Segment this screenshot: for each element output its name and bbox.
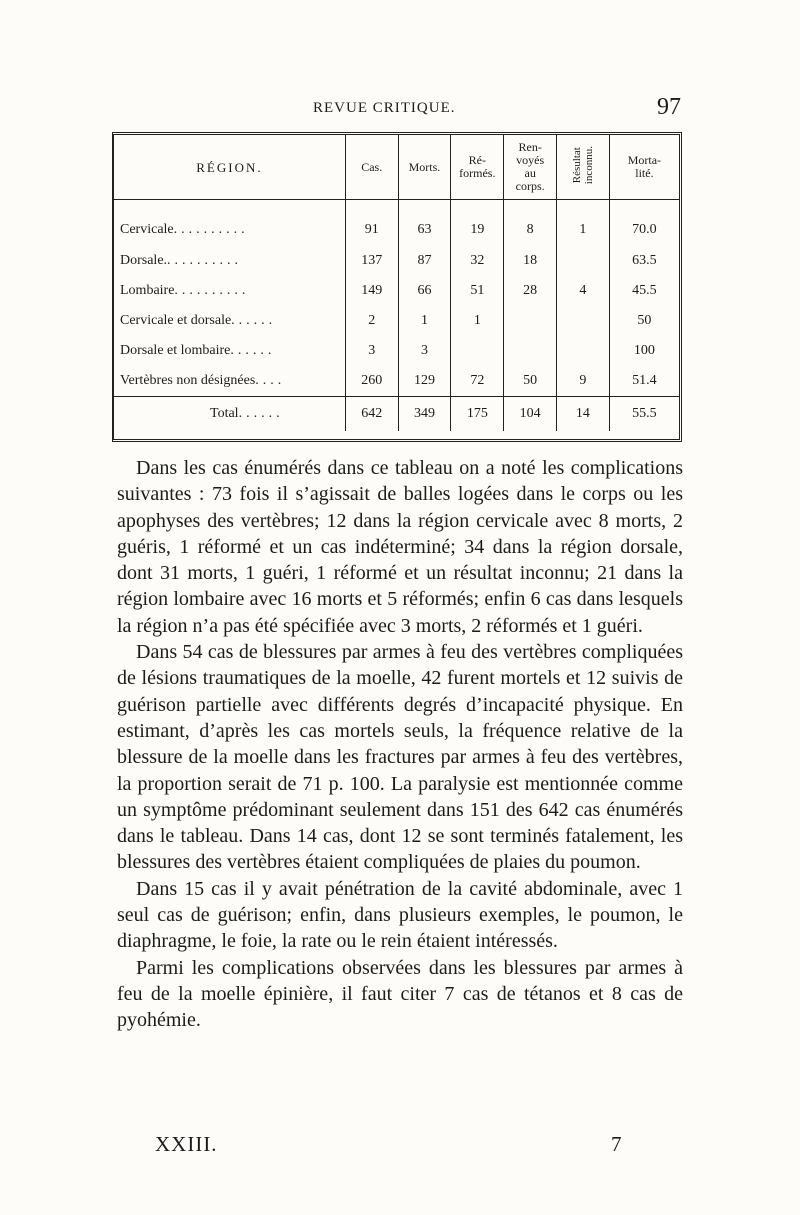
region-label: Lombaire <box>120 283 175 298</box>
row-region <box>114 366 345 397</box>
column-header-resultat-inconnu-text: Résultat inconnu. <box>570 146 595 185</box>
page-footer <box>117 1132 683 1162</box>
row-region <box>114 336 345 366</box>
row-region <box>114 276 345 306</box>
leader-dots: ...... <box>238 406 284 421</box>
total-renvoyes: 104 <box>504 397 557 432</box>
leader-dots: ...... <box>230 343 276 358</box>
cell-mortalite: 50 <box>609 306 679 336</box>
region-label: Cervicale <box>120 222 174 237</box>
row-region <box>114 397 345 432</box>
cell-cas: 3 <box>345 336 398 366</box>
body-text <box>117 455 683 1034</box>
cell-reformes <box>451 336 504 366</box>
region-label: Vertèbres non désignées <box>120 373 256 388</box>
column-header-region: RÉGION. <box>114 135 345 200</box>
column-header-resultat-inconnu <box>557 135 610 200</box>
total-morts: 349 <box>398 397 451 432</box>
running-title: REVUE CRITIQUE. <box>313 100 456 116</box>
leader-dots: .......... <box>174 283 250 298</box>
cell-morts: 66 <box>398 276 451 306</box>
column-header-cas: Cas. <box>345 135 398 200</box>
statistics-table <box>114 135 679 431</box>
cell-inconnu: 9 <box>557 366 610 397</box>
region-label: Dorsale. <box>120 253 168 268</box>
leader-dots: .......... <box>167 253 243 268</box>
statistics-table-frame <box>112 132 682 442</box>
row-region <box>114 200 345 247</box>
running-head <box>115 94 685 128</box>
signature-mark: XXIII. <box>155 1132 218 1156</box>
cell-reformes: 72 <box>451 366 504 397</box>
cell-renvoyes: 18 <box>504 246 557 276</box>
column-header-reformes: Ré- formés. <box>451 135 504 200</box>
paragraph: Dans 54 cas de blessures par armes à feu des vertèbres compliquées de lésions traumatiques de la moelle, 42 furent mortels et 12 suivis de guérison partielle avec différents degrés d’incapacité physique. En estimant, d’après les cas mortels seuls, la fréquence relative de la blessure de la moelle dans les fractures par armes à feu des vertèbres, la proportion serait de 71 p. 100. La paralysie est mentionnée comme un symptôme prédominant seulement dans 151 des 642 cas énumérés dans le tableau. Dans 14 cas, dont 12 se sont terminés fatalement, les blessures des vertèbres étaient compliquées de plaies du poumon. <box>117 641 683 874</box>
cell-cas: 137 <box>345 246 398 276</box>
region-label: Cervicale et dorsale <box>120 313 232 328</box>
cell-reformes: 1 <box>451 306 504 336</box>
cell-inconnu: 1 <box>557 200 610 247</box>
paragraph: Parmi les complications observées dans les blessures par armes à feu de la moelle épinière, il faut citer 7 cas de tétanos et 8 cas de pyohémie. <box>117 956 683 1032</box>
cell-cas: 91 <box>345 200 398 247</box>
sheet-number: 7 <box>611 1132 622 1156</box>
cell-reformes: 32 <box>451 246 504 276</box>
total-inconnu: 14 <box>557 397 610 432</box>
cell-inconnu: 4 <box>557 276 610 306</box>
row-region <box>114 306 345 336</box>
paragraph: Dans les cas énumérés dans ce tableau on a noté les complications suivantes : 73 fois il s’agissait de balles logées dans le corps ou les apophyses des vertèbres; 12 dans la région cervicale avec 8 morts, 2 guéris, 1 réformé et un cas indéterminé; 34 dans la région dorsale, dont 31 morts, 1 guéri, 1 réformé et un résultat inconnu; 21 dans la région lombaire avec 16 morts et 5 réformés; enfin 6 cas dans lesquels la région n’a pas été spécifiée avec 3 morts, 2 réformés et 1 guéri. <box>117 457 683 637</box>
row-region <box>114 246 345 276</box>
total-reformes: 175 <box>451 397 504 432</box>
cell-renvoyes <box>504 336 557 366</box>
leader-dots: .... <box>255 373 286 388</box>
table-row <box>114 306 679 336</box>
leader-dots: ...... <box>231 313 277 328</box>
cell-mortalite: 45.5 <box>609 276 679 306</box>
cell-cas: 2 <box>345 306 398 336</box>
cell-mortalite: 51.4 <box>609 366 679 397</box>
cell-inconnu <box>557 306 610 336</box>
table-total-row <box>114 397 679 432</box>
cell-renvoyes: 8 <box>504 200 557 247</box>
table-row <box>114 336 679 366</box>
cell-renvoyes: 28 <box>504 276 557 306</box>
region-label: Dorsale et lombaire <box>120 343 231 358</box>
column-header-renvoyes: Ren- voyés au corps. <box>504 135 557 200</box>
cell-morts: 63 <box>398 200 451 247</box>
cell-inconnu <box>557 246 610 276</box>
cell-renvoyes <box>504 306 557 336</box>
page-number: 97 <box>657 94 681 120</box>
cell-morts: 129 <box>398 366 451 397</box>
table-row <box>114 200 679 247</box>
table-row <box>114 276 679 306</box>
cell-cas: 149 <box>345 276 398 306</box>
cell-reformes: 19 <box>451 200 504 247</box>
table-row <box>114 246 679 276</box>
total-mortalite: 55.5 <box>609 397 679 432</box>
cell-reformes: 51 <box>451 276 504 306</box>
cell-morts: 3 <box>398 336 451 366</box>
paragraph: Dans 15 cas il y avait pénétration de la cavité abdominale, avec 1 seul cas de guérison; enfin, dans plusieurs exemples, le poumon, le diaphragme, le foie, la rate ou le rein étaient intéressés. <box>117 877 683 953</box>
cell-renvoyes: 50 <box>504 366 557 397</box>
cell-inconnu <box>557 336 610 366</box>
cell-cas: 260 <box>345 366 398 397</box>
cell-morts: 1 <box>398 306 451 336</box>
total-label: Total <box>210 406 239 421</box>
cell-mortalite: 63.5 <box>609 246 679 276</box>
table-header-row <box>114 135 679 200</box>
leader-dots: .......... <box>173 222 249 237</box>
column-header-morts: Morts. <box>398 135 451 200</box>
cell-morts: 87 <box>398 246 451 276</box>
cell-mortalite: 100 <box>609 336 679 366</box>
table-row <box>114 366 679 397</box>
column-header-mortalite: Morta- lité. <box>609 135 679 200</box>
cell-mortalite: 70.0 <box>609 200 679 247</box>
total-cas: 642 <box>345 397 398 432</box>
